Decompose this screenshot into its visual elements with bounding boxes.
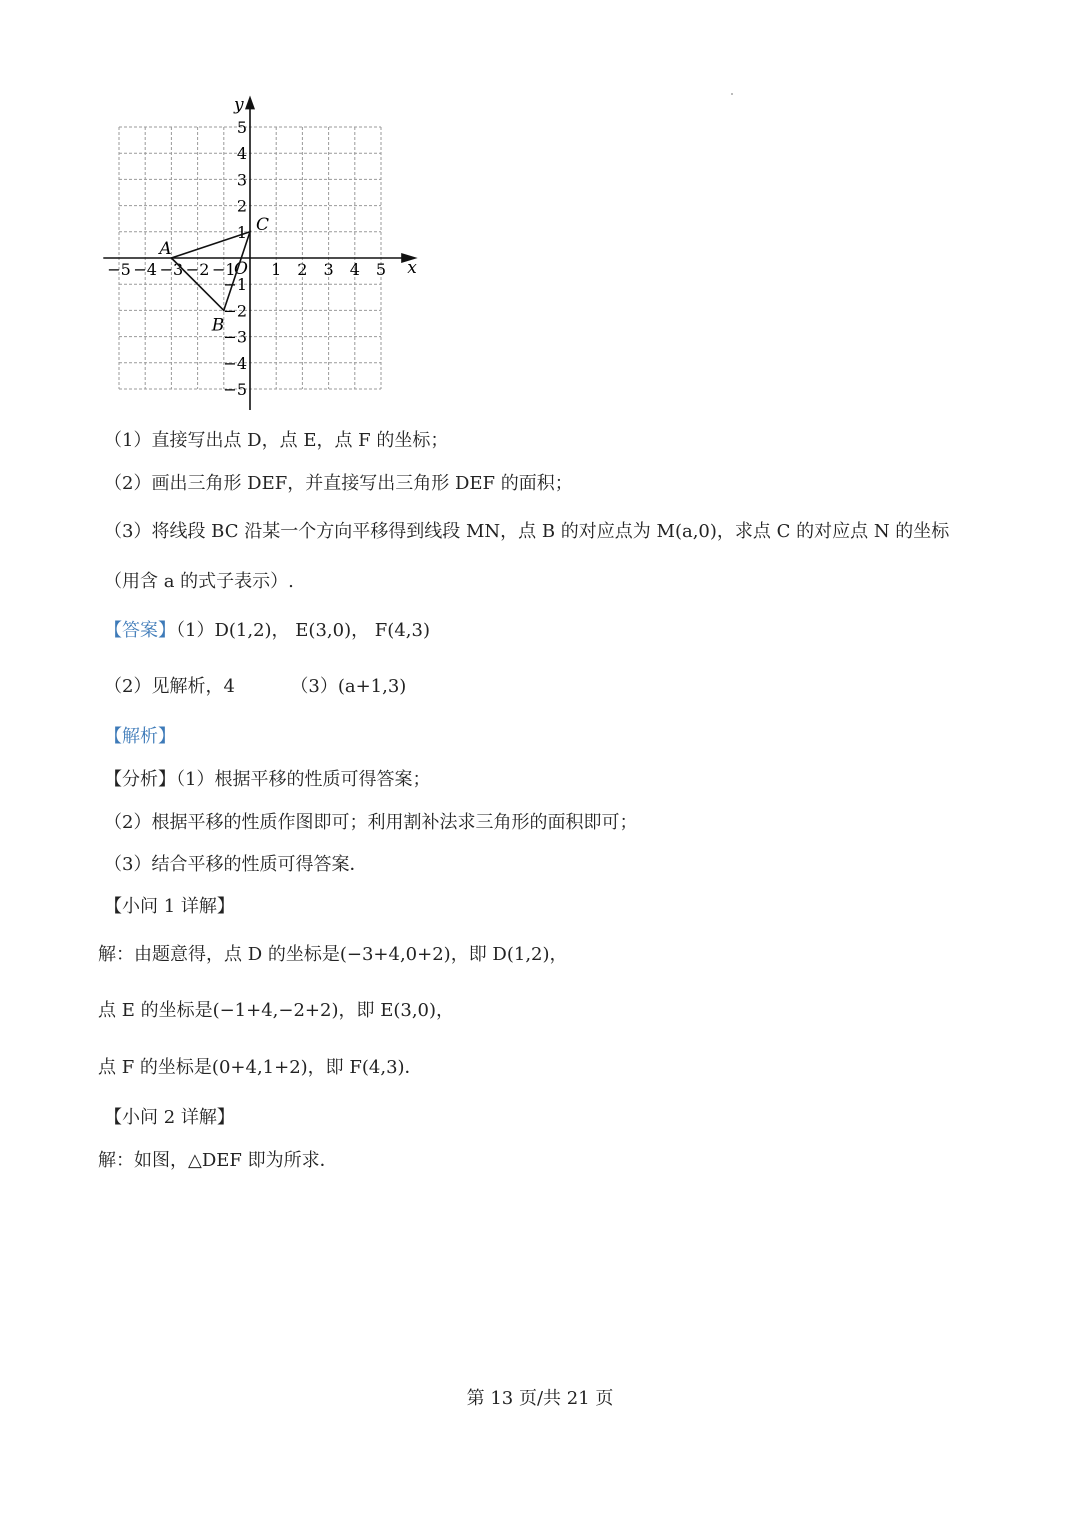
analysis-line-3: （3）结合平移的性质可得答案．: [104, 854, 368, 875]
y-tick-label: 3: [236, 170, 247, 190]
x-tick-label: −2: [185, 260, 210, 279]
y-tick-label: −4: [223, 353, 247, 373]
question-part-3-continued: （用含 a 的式子表示）.: [104, 571, 294, 592]
x-tick-label: −4: [133, 260, 157, 279]
y-tick-label: −2: [223, 301, 247, 321]
x-tick-label: −3: [159, 260, 184, 279]
x-tick-label: 4: [349, 260, 360, 279]
x-axis-label: x: [407, 258, 417, 278]
y-tick-label: 2: [236, 196, 247, 216]
stray-dot: [731, 93, 733, 95]
x-tick-label: −5: [107, 260, 131, 279]
detail-1-line-2: 点 E 的坐标是(−1+4,−2+2)，即 E(3,0)，: [98, 1000, 455, 1021]
y-tick-label: −3: [223, 327, 247, 347]
y-axis-label: y: [234, 95, 244, 116]
detail-2-line-1: 解：如图，△DEF 即为所求．: [98, 1150, 338, 1171]
answer-part-3: （3）(a+1,3): [290, 676, 407, 697]
detail-2-title: 【小问 2 详解】: [104, 1107, 235, 1128]
x-tick-label: 5: [375, 260, 387, 279]
detail-1-title: 【小问 1 详解】: [104, 896, 235, 917]
analysis-line-2: （2）根据平移的性质作图即可；利用割补法求三角形的面积即可；: [104, 812, 638, 833]
answer-line-1: [104, 618, 430, 644]
answer-tag: 【答案】: [104, 620, 176, 641]
y-tick-label: 5: [236, 118, 247, 137]
question-part-3: （3）将线段 BC 沿某一个方向平移得到线段 MN，点 B 的对应点为 M(a,0)，求点 C 的对应点 N 的坐标: [104, 521, 950, 542]
detail-1-line-1: 解：由题意得，点 D 的坐标是(−3+4,0+2)，即 D(1,2)，: [98, 944, 568, 965]
y-tick-label: 1: [236, 222, 247, 242]
analysis-tag: 【解析】: [104, 726, 176, 747]
detail-1-line-3: 点 F 的坐标是(0+4,1+2)，即 F(4,3)．: [98, 1057, 423, 1078]
answer-part-2: （2）见解析，4: [104, 676, 235, 697]
point-label-a: A: [159, 239, 172, 259]
question-part-2: （2）画出三角形 DEF，并直接写出三角形 DEF 的面积；: [104, 473, 573, 494]
page-footer: 第 13 页/共 21 页: [466, 1388, 614, 1409]
x-tick-label: 2: [297, 260, 308, 279]
x-tick-label: −1: [212, 260, 236, 279]
point-label-b: B: [211, 315, 225, 336]
y-tick-label: −1: [223, 275, 247, 295]
y-tick-label: −5: [223, 380, 247, 399]
analysis-line-1: 【分析】（1）根据平移的性质可得答案；: [104, 769, 431, 790]
origin-label: O: [234, 259, 248, 279]
y-axis-arrow: [245, 96, 255, 110]
point-label-c: C: [256, 214, 270, 235]
question-part-1: （1）直接写出点 D，点 E，点 F 的坐标；: [104, 430, 449, 451]
x-tick-label: 3: [323, 260, 334, 279]
coordinate-grid-figure: [90, 92, 430, 412]
answer-part-1: （1）D(1,2)， E(3,0)， F(4,3): [176, 620, 430, 641]
y-tick-label: 4: [236, 144, 247, 164]
answer-line-2: [104, 674, 406, 700]
x-tick-label: 1: [271, 260, 282, 279]
